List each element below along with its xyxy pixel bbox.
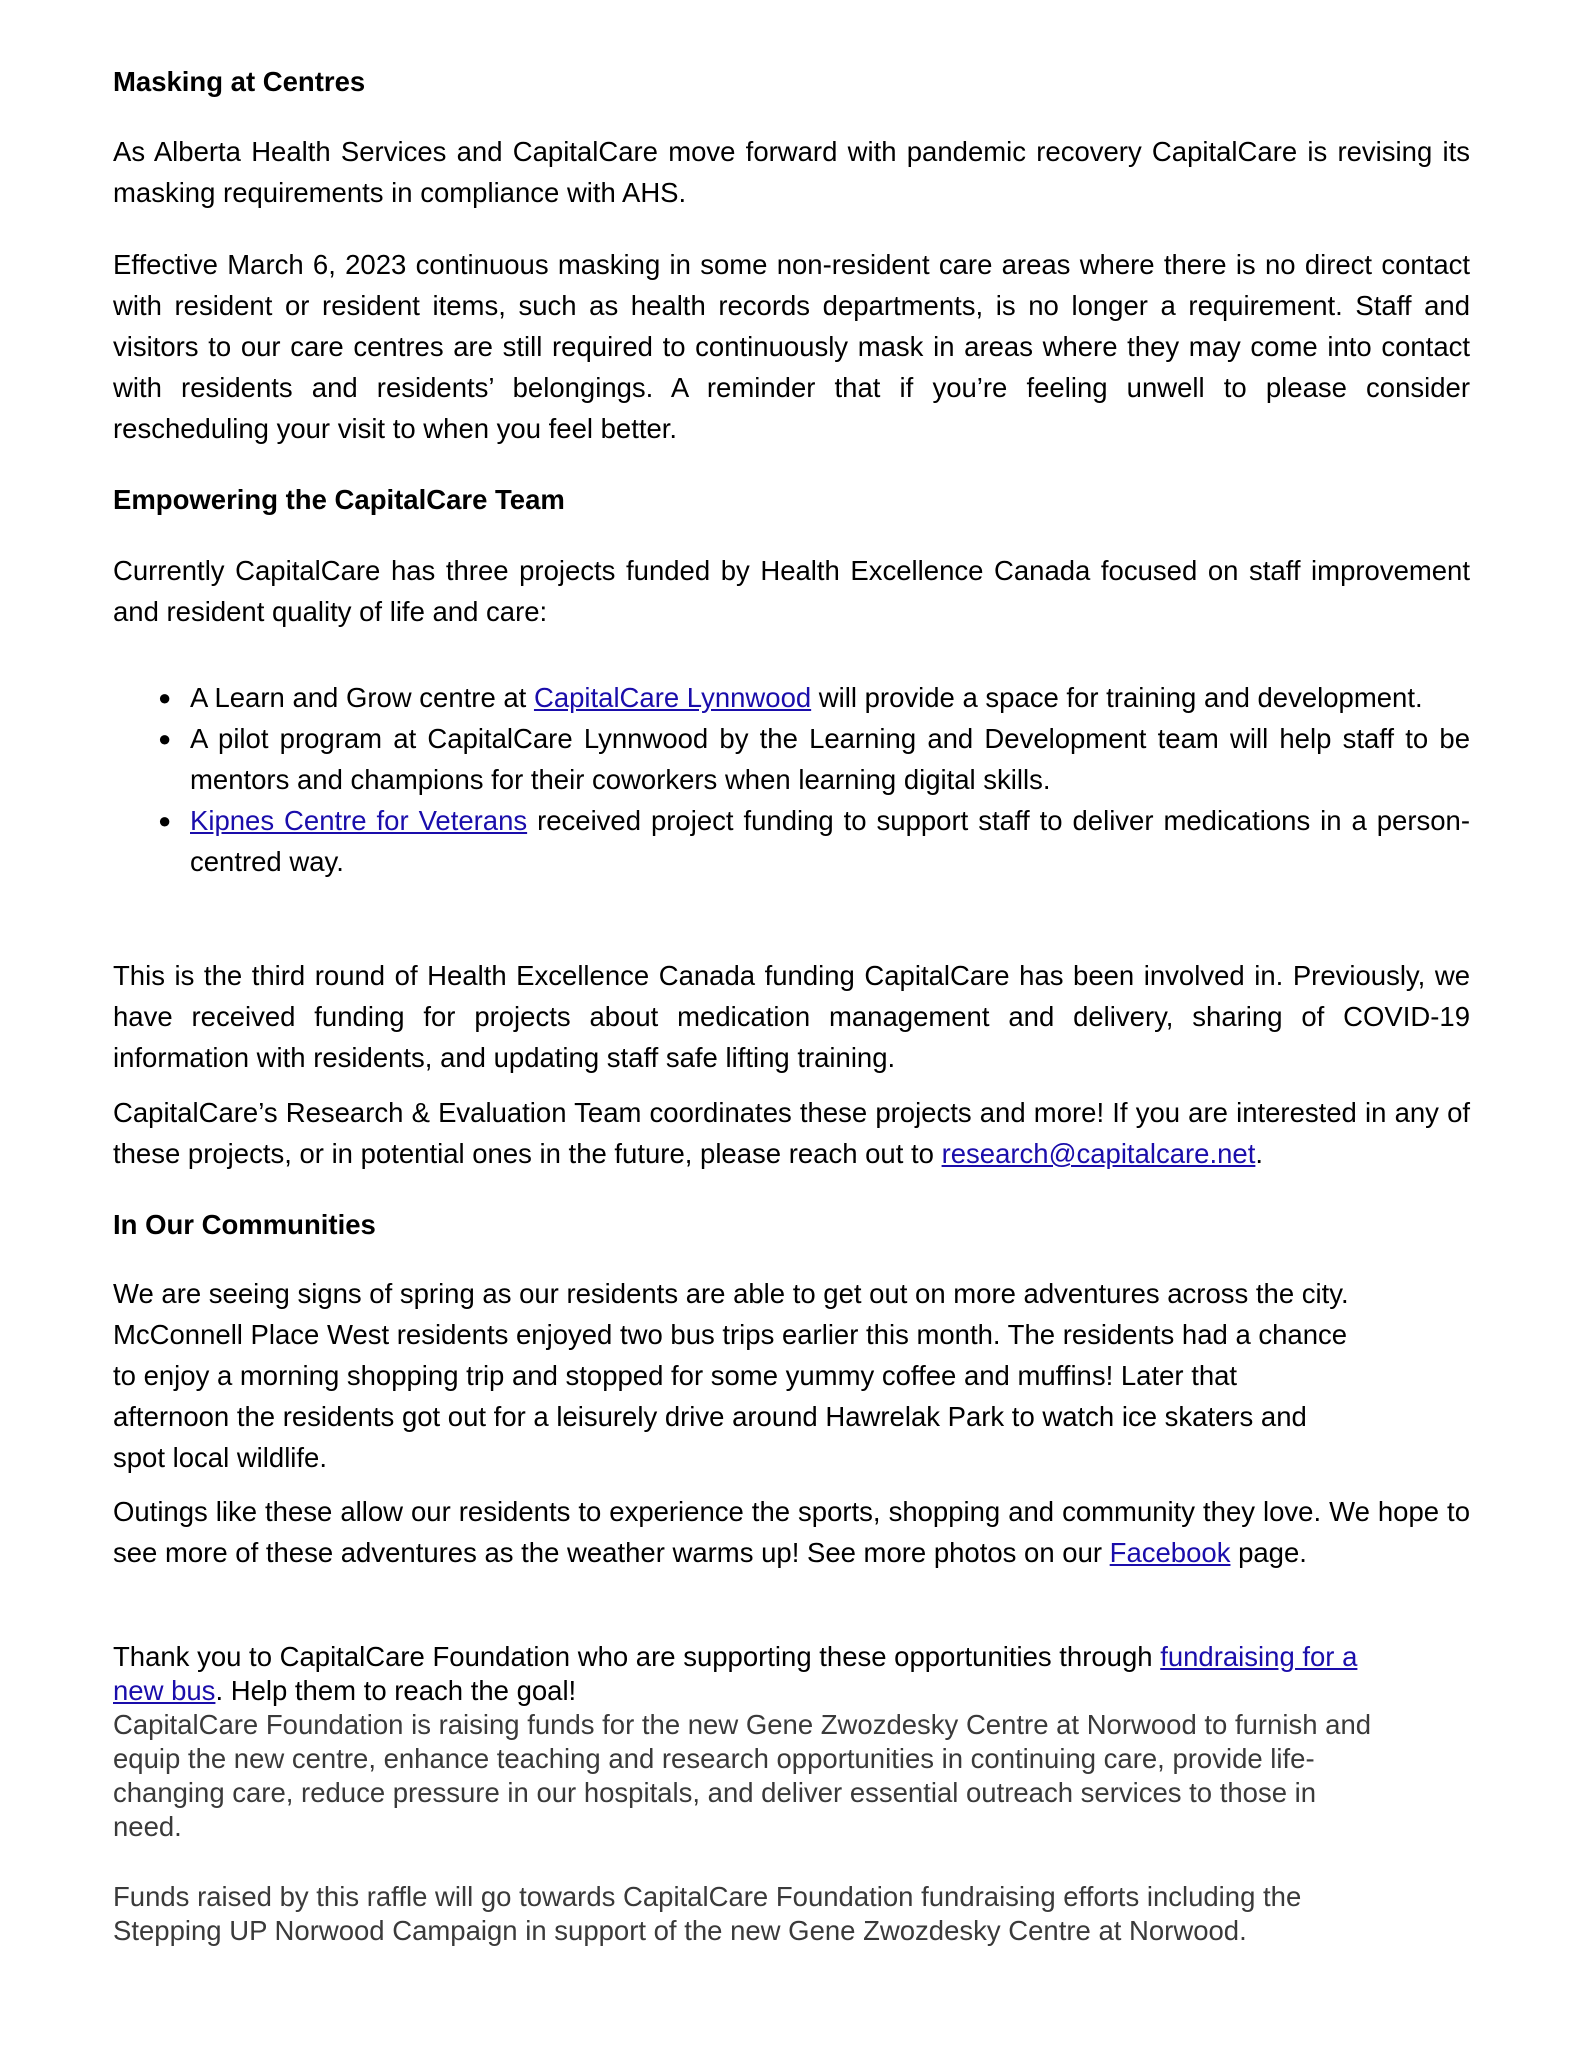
line: changing care, reduce pressure in our hospitals, and deliver essential outreach services to those in <box>113 1777 1317 1808</box>
heading-masking: Masking at Centres <box>113 66 366 97</box>
bullet-icon: ● <box>158 808 172 833</box>
line: spot local wildlife. <box>113 1442 327 1473</box>
outings-text-pre: Outings like these allow our residents to experience the sports, shopping and community they love. We hope to see more of these adventures as the weather warms up! See more photos on our <box>113 1496 1470 1568</box>
line: afternoon the residents got out for a leisurely drive around Hawrelak Park to watch ice skaters and <box>113 1401 1307 1432</box>
bullet-icon: ● <box>158 726 172 751</box>
heading-empowering: Empowering the CapitalCare Team <box>113 484 565 515</box>
fundraising-link[interactable]: fundraising for a <box>1160 1641 1358 1672</box>
line: We are seeing signs of spring as our residents are able to get out on more adventures across the city. <box>113 1278 1349 1309</box>
masking-paragraph-2: Effective March 6, 2023 continuous masking in some non-resident care areas where there is no direct contact with resident or resident items, such as health records departments, is no longer a requirement. Staff and visitors to our care centres are still required to continuously mask in areas where they may come into contact with residents and residents’ belongings. A reminder that if you’re feeling unwell to please consider rescheduling your visit to when you feel better. <box>113 249 1470 444</box>
research-paragraph <box>113 1092 1470 1174</box>
communities-paragraph-3 <box>113 1640 1470 1708</box>
research-text-pre: CapitalCare’s Research & Evaluation Team coordinates these projects and more! If you are interested in any of these projects, or in potential ones in the future, please reach out to <box>113 1097 1470 1169</box>
heading-communities: In Our Communities <box>113 1209 376 1240</box>
communities-paragraph-1 <box>113 1273 1470 1478</box>
capitalcare-lynnwood-link[interactable]: CapitalCare Lynnwood <box>533 682 812 713</box>
line: Funds raised by this raffle will go towards CapitalCare Foundation fundraising efforts including the <box>113 1881 1302 1912</box>
fundraising-link-continued[interactable]: new bus <box>113 1675 216 1706</box>
kipnes-centre-link[interactable]: Kipnes Centre for Veterans <box>190 805 528 836</box>
masking-paragraph-1: As Alberta Health Services and CapitalCare move forward with pandemic recovery CapitalCare is revising its masking requirements in compliance with AHS. <box>113 136 1470 208</box>
foundation-paragraph <box>113 1708 1470 1844</box>
raffle-paragraph <box>113 1880 1470 1948</box>
bullet-icon: ● <box>158 685 172 710</box>
communities-paragraph-2 <box>113 1491 1470 1573</box>
research-email-link[interactable]: research@capitalcare.net <box>941 1138 1256 1169</box>
line: Stepping UP Norwood Campaign in support of the new Gene Zwozdesky Centre at Norwood. <box>113 1915 1247 1946</box>
outings-text-post: page. <box>1230 1537 1307 1568</box>
funding-round-paragraph: This is the third round of Health Excellence Canada funding CapitalCare has been involved in. Previously, we have received funding for projects about medication management and delivery, sharing of COVID-19 information with residents, and updating staff safe lifting training. <box>113 960 1470 1073</box>
research-text-post: . <box>1255 1138 1263 1169</box>
list-item <box>113 677 1470 718</box>
facebook-link[interactable]: Facebook <box>1109 1537 1231 1568</box>
line: to enjoy a morning shopping trip and stopped for some yummy coffee and muffins! Later that <box>113 1360 1238 1391</box>
bullet-1-text-post: will provide a space for training and development. <box>811 682 1423 713</box>
bullet-1-text-pre: A Learn and Grow centre at <box>190 682 534 713</box>
bullet-3-text-post: received project funding to support staff to deliver medications in a person-centred way. <box>190 805 1470 877</box>
line: CapitalCare Foundation is raising funds for the new Gene Zwozdesky Centre at Norwood to furnish and <box>113 1709 1372 1740</box>
thanks-text-post: . Help them to reach the goal! <box>215 1675 577 1706</box>
list-item <box>113 718 1470 800</box>
bullet-2-text: A pilot program at CapitalCare Lynnwood by the Learning and Development team will help staff to be mentors and champions for their coworkers when learning digital skills. <box>190 723 1470 795</box>
thanks-text-pre: Thank you to CapitalCare Foundation who are supporting these opportunities through <box>113 1641 1161 1672</box>
list-item <box>113 800 1470 882</box>
empowering-intro: Currently CapitalCare has three projects funded by Health Excellence Canada focused on staff improvement and resident quality of life and care: <box>113 555 1470 627</box>
line: McConnell Place West residents enjoyed two bus trips earlier this month. The residents had a chance <box>113 1319 1348 1350</box>
project-list <box>113 677 1470 882</box>
line: need. <box>113 1811 182 1842</box>
line: equip the new centre, enhance teaching and research opportunities in continuing care, provide life- <box>113 1743 1315 1774</box>
